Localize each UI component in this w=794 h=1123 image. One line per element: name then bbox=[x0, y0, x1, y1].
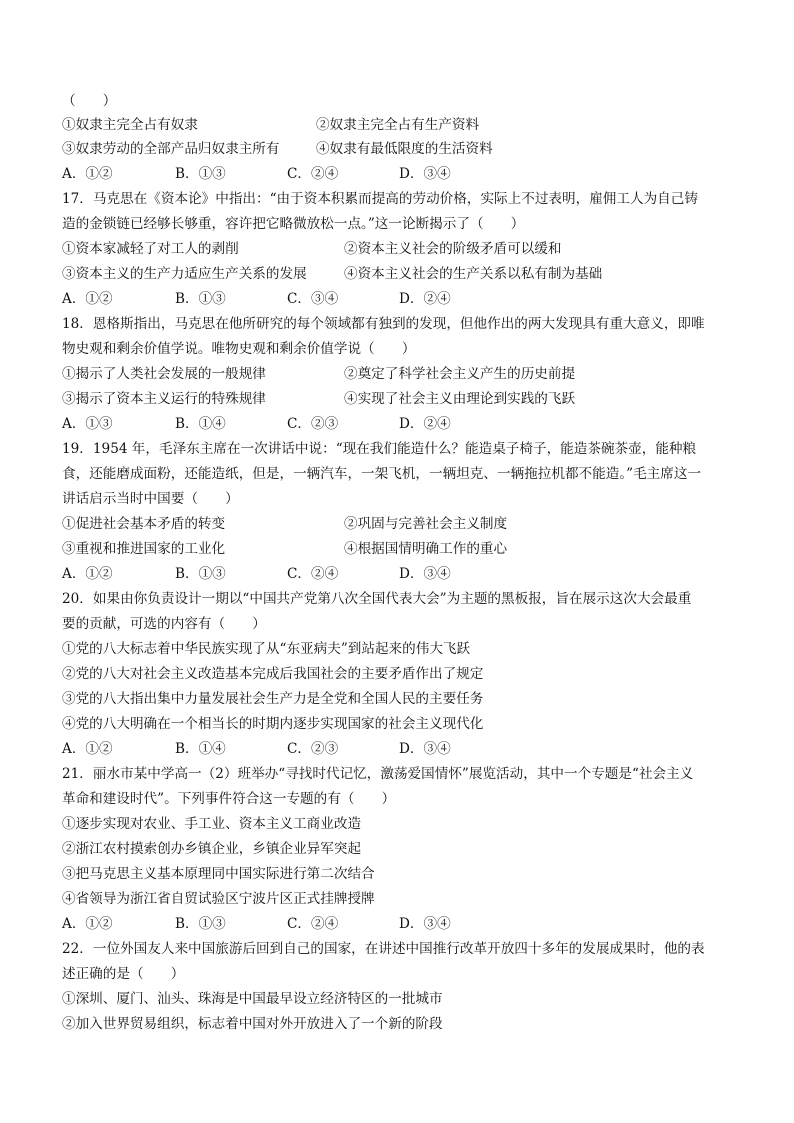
q20-choice-d: D．③④ bbox=[399, 741, 451, 757]
q16-option-3: ③奴隶劳动的全部产品归奴隶主所有 bbox=[62, 141, 280, 157]
q20-option-2: ②党的八大对社会主义改造基本完成后我国社会的主要矛盾作出了规定 bbox=[62, 666, 484, 682]
q20-choice-a: A．①② bbox=[62, 741, 113, 757]
q22-stem-line-2: 述正确的是（ ） bbox=[62, 966, 185, 982]
q16-choice-c: C．②④ bbox=[287, 166, 339, 182]
q18-option-4: ④实现了社会主义由理论到实践的飞跃 bbox=[344, 391, 576, 407]
q19-choice-b: B．①③ bbox=[175, 566, 226, 582]
q18-choice-b: B．①④ bbox=[175, 416, 226, 432]
q20-choice-c: C．②③ bbox=[287, 741, 339, 757]
q17-option-3: ③资本主义的生产力适应生产关系的发展 bbox=[62, 266, 307, 282]
q17-choice-d: D．②④ bbox=[399, 291, 451, 307]
q19-option-2: ②巩固与完善社会主义制度 bbox=[344, 516, 508, 532]
q18-stem-line-1: 18．恩格斯指出，马克思在他所研究的每个领域都有独到的发现，但他作出的两大发现具有重大意义，即唯 bbox=[62, 316, 705, 332]
q19-stem-line-1: 19．1954 年，毛泽东主席在一次讲话中说：“现在我们能造什么？能造桌子椅子，能造茶碗茶壶，能种粮 bbox=[62, 441, 697, 457]
q21-choice-b: B．①③ bbox=[175, 916, 226, 932]
q17-choice-b: B．①③ bbox=[175, 291, 226, 307]
q18-option-1: ①揭示了人类社会发展的一般规律 bbox=[62, 366, 266, 382]
q18-option-2: ②奠定了科学社会主义产生的历史前提 bbox=[344, 366, 576, 382]
q21-stem-line-1: 21．丽水市某中学高一（2）班举办“寻找时代记忆，激荡爱国情怀”展览活动，其中一个专题是“社会主义 bbox=[62, 766, 694, 782]
q16-option-1: ①奴隶主完全占有奴隶 bbox=[62, 117, 198, 133]
q21-option-3: ③把马克思主义基本原理同中国实际进行第二次结合 bbox=[62, 866, 375, 882]
q16-choice-d: D．③④ bbox=[399, 166, 451, 182]
q21-choice-d: D．③④ bbox=[399, 916, 451, 932]
q21-stem-line-2: 革命和建设时代”。下列事件符合这一专题的有（ ） bbox=[62, 791, 396, 807]
q18-stem-line-2: 物史观和剩余价值学说。唯物史观和剩余价值学说（ ） bbox=[62, 341, 416, 357]
q19-choice-a: A．①② bbox=[62, 566, 113, 582]
q20-option-1: ①党的八大标志着中华民族实现了从“东亚病夫”到站起来的伟大飞跃 bbox=[62, 641, 471, 657]
q21-option-1: ①逐步实现对农业、手工业、资本主义工商业改造 bbox=[62, 816, 362, 832]
q19-option-1: ①促进社会基本矛盾的转变 bbox=[62, 516, 226, 532]
q17-option-2: ②资本主义社会的阶级矛盾可以缓和 bbox=[344, 241, 562, 257]
q17-choice-a: A．①② bbox=[62, 291, 113, 307]
q19-option-3: ③重视和推进国家的工业化 bbox=[62, 541, 226, 557]
q20-stem-line-2: 要的贡献，可选的内容有（ ） bbox=[62, 616, 266, 632]
q20-option-3: ③党的八大指出集中力量发展社会生产力是全党和全国人民的主要任务 bbox=[62, 691, 484, 707]
q21-option-4: ④省领导为浙江省自贸试验区宁波片区正式挂牌授牌 bbox=[62, 891, 375, 907]
q21-choice-a: A．①② bbox=[62, 916, 113, 932]
q16-choice-a: A．①② bbox=[62, 166, 113, 182]
q19-stem-line-2: 食，还能磨成面粉，还能造纸，但是，一辆汽车，一架飞机，一辆坦克、一辆拖拉机都不能造。”毛主席这一 bbox=[62, 466, 702, 482]
q16-option-2: ②奴隶主完全占有生产资料 bbox=[316, 117, 480, 133]
q17-option-1: ①资本家减轻了对工人的剥削 bbox=[62, 241, 239, 257]
q18-choice-d: D．②④ bbox=[399, 416, 451, 432]
q18-choice-c: C．②③ bbox=[287, 416, 339, 432]
q18-choice-a: A．①③ bbox=[62, 416, 113, 432]
q16-answer-blank: （ ） bbox=[62, 93, 117, 109]
q17-stem-line-2: 造的金锁链已经够长够重，容许把它略微放松一点。”这一论断揭示了（ ） bbox=[62, 216, 525, 232]
q17-option-4: ④资本主义社会的生产关系以私有制为基础 bbox=[344, 266, 603, 282]
q19-stem-line-3: 讲话启示当时中国要（ ） bbox=[62, 491, 239, 507]
q21-option-2: ②浙江农村摸索创办乡镇企业，乡镇企业异军突起 bbox=[62, 841, 362, 857]
q22-stem-line-1: 22．一位外国友人来中国旅游后回到自己的国家，在讲述中国推行改革开放四十多年的发展成果时，他的表 bbox=[62, 941, 705, 957]
q21-choice-c: C．②④ bbox=[287, 916, 339, 932]
q17-choice-c: C．③④ bbox=[287, 291, 339, 307]
q22-option-2: ②加入世界贸易组织，标志着中国对外开放进入了一个新的阶段 bbox=[62, 1016, 443, 1032]
q18-option-3: ③揭示了资本主义运行的特殊规律 bbox=[62, 391, 266, 407]
q19-option-4: ④根据国情明确工作的重心 bbox=[344, 541, 508, 557]
q19-choice-d: D．③④ bbox=[399, 566, 451, 582]
q20-stem-line-1: 20．如果由你负责设计一期以“中国共产党第八次全国代表大会”为主题的黑板报，旨在展示这次大会最重 bbox=[62, 591, 692, 607]
q17-stem-line-1: 17．马克思在《资本论》中指出：“由于资本积累而提高的劳动价格，实际上不过表明，雇佣工人为自己铸 bbox=[62, 191, 698, 207]
q22-option-1: ①深圳、厦门、汕头、珠海是中国最早设立经济特区的一批城市 bbox=[62, 991, 443, 1007]
q20-choice-b: B．①④ bbox=[175, 741, 226, 757]
q19-choice-c: C．②④ bbox=[287, 566, 339, 582]
q16-choice-b: B．①③ bbox=[175, 166, 226, 182]
q16-option-4: ④奴隶有最低限度的生活资料 bbox=[316, 141, 493, 157]
q20-option-4: ④党的八大明确在一个相当长的时期内逐步实现国家的社会主义现代化 bbox=[62, 716, 484, 732]
